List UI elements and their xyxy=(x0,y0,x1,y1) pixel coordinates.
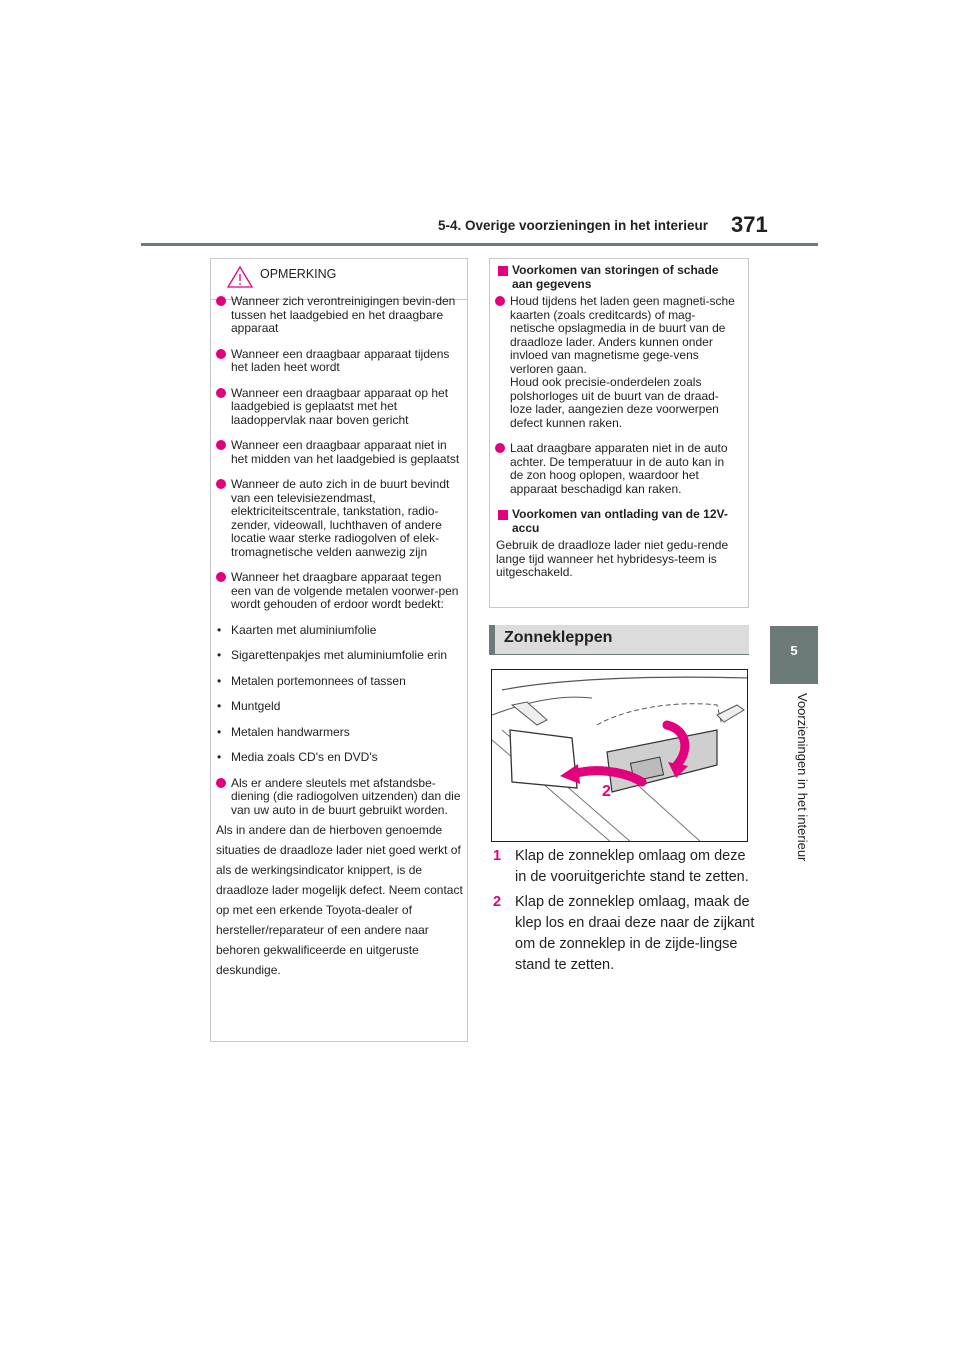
sub-list-item: • Media zoals CD's en DVD's xyxy=(217,750,378,764)
bullet-icon xyxy=(216,479,226,489)
caution-box xyxy=(489,258,749,608)
section-underline xyxy=(489,654,749,655)
bullet-icon xyxy=(216,349,226,359)
notice-box xyxy=(210,258,468,1042)
bullet-icon xyxy=(216,778,226,788)
caution-heading: Voorkomen van storingen of schade aan gegevens xyxy=(492,264,740,291)
sub-list-item: • Metalen handwarmers xyxy=(217,724,350,739)
caution-heading: Voorkomen van ontlading van de 12V-accu xyxy=(492,508,740,535)
list-item: Wanneer zich verontreinigingen bevin-den tussen het laadgebied en het draagbare apparaat xyxy=(213,295,463,336)
step-number: 2 xyxy=(493,894,502,910)
sub-list-item: • Kaarten met aluminiumfolie xyxy=(217,622,377,637)
list-item: Wanneer een draagbaar apparaat op het laadgebied is geplaatst met het laadoppervlak naar boven gericht xyxy=(213,387,463,428)
sun-visor-drawing xyxy=(492,670,748,842)
notice-paragraph: Als in andere dan de hierboven genoemde situaties de draadloze lader niet goed werkt of als de werkingsindicator knippert, is de draadloze lader mogelijk defect. Neem contact op met een erkende Toyota-dealer of hersteller/reparateur of een andere naar behoren gekwalificeerde en uitgeruste deskundige. xyxy=(216,823,463,977)
chapter-number: 5 xyxy=(790,643,798,658)
square-bullet-icon xyxy=(498,266,508,276)
step-text: Klap de zonneklep omlaag, maak de klep los en draai deze naar de zijkant om de zonneklep in de zijde-lingse stand te zetten. xyxy=(515,894,755,973)
header-rule xyxy=(141,243,818,246)
list-item: Wanneer de auto zich in de buurt bevindt van een televisiezendmast, elektriciteitscentrale, tankstation, radio-zender, videowall, luchthaven of andere locatie waar sterke radiogolven of elek-tromagnetische velden aanwezig zijn xyxy=(213,478,463,559)
bullet-icon xyxy=(216,296,226,306)
section-heading xyxy=(489,625,749,654)
warning-icon xyxy=(227,266,253,288)
callout-1: 1 xyxy=(675,755,684,772)
square-bullet-icon xyxy=(498,510,508,520)
bullet-icon xyxy=(495,296,505,306)
section-title: Zonnekleppen xyxy=(504,629,613,646)
section-accent xyxy=(489,625,495,654)
list-item: Wanneer een draagbaar apparaat niet in het midden van het laadgebied is geplaatst xyxy=(213,439,463,466)
sun-visor-illustration xyxy=(491,669,748,842)
list-item: Als er andere sleutels met afstandsbe-diening (die radiogolven uitzenden) dan die van uw auto in de buurt gebruikt worden. xyxy=(213,777,463,818)
sub-list-item: • Sigarettenpakjes met aluminiumfolie erin xyxy=(217,648,448,662)
sub-list-item: • Metalen portemonnees of tassen xyxy=(217,673,406,688)
step-number: 1 xyxy=(493,848,502,864)
list-item: Houd tijdens het laden geen magneti-sche kaarten (zoals creditcards) of mag-netische opslagmedia in de buurt van de draadloze lader. Anders kunnen onder invloed van magnetisme gege-vens verloren gaan. Houd ook precisie-onderdelen zoals polshorloges uit de buurt van de draad-loze lader, aangezien deze voorwerpen defect kunnen raken. xyxy=(492,295,740,430)
callout-2: 2 xyxy=(602,783,611,800)
bullet-icon xyxy=(216,440,226,450)
bullet-icon xyxy=(216,388,226,398)
list-item: Laat draagbare apparaten niet in de auto achter. De temperatuur in de auto kan in de zon hoog oplopen, waardoor het apparaat beschadigd kan raken. xyxy=(492,442,740,496)
sub-list-item: • Muntgeld xyxy=(217,699,281,713)
bullet-icon xyxy=(495,443,505,453)
list-item: Wanneer het draagbare apparaat tegen een van de volgende metalen voorwer-pen wordt gehouden of erdoor wordt bedekt: xyxy=(213,571,463,612)
header-title: 5-4. Overige voorzieningen in het interieur xyxy=(438,218,709,233)
notice-title: OPMERKING xyxy=(260,267,337,281)
chapter-label: Voorzieningen in het interieur xyxy=(795,693,810,862)
page-number: 371 xyxy=(731,212,768,237)
chapter-tab xyxy=(770,626,818,684)
list-item: Wanneer een draagbaar apparaat tijdens het laden heet wordt xyxy=(213,348,463,375)
bullet-icon xyxy=(216,572,226,582)
caution-paragraph: Gebruik de draadloze lader niet gedu-rende lange tijd wanneer het hybridesys-teem is uitgeschakeld. xyxy=(496,538,729,579)
step-text: Klap de zonneklep omlaag om deze in de vooruitgerichte stand te zetten. xyxy=(515,848,749,885)
